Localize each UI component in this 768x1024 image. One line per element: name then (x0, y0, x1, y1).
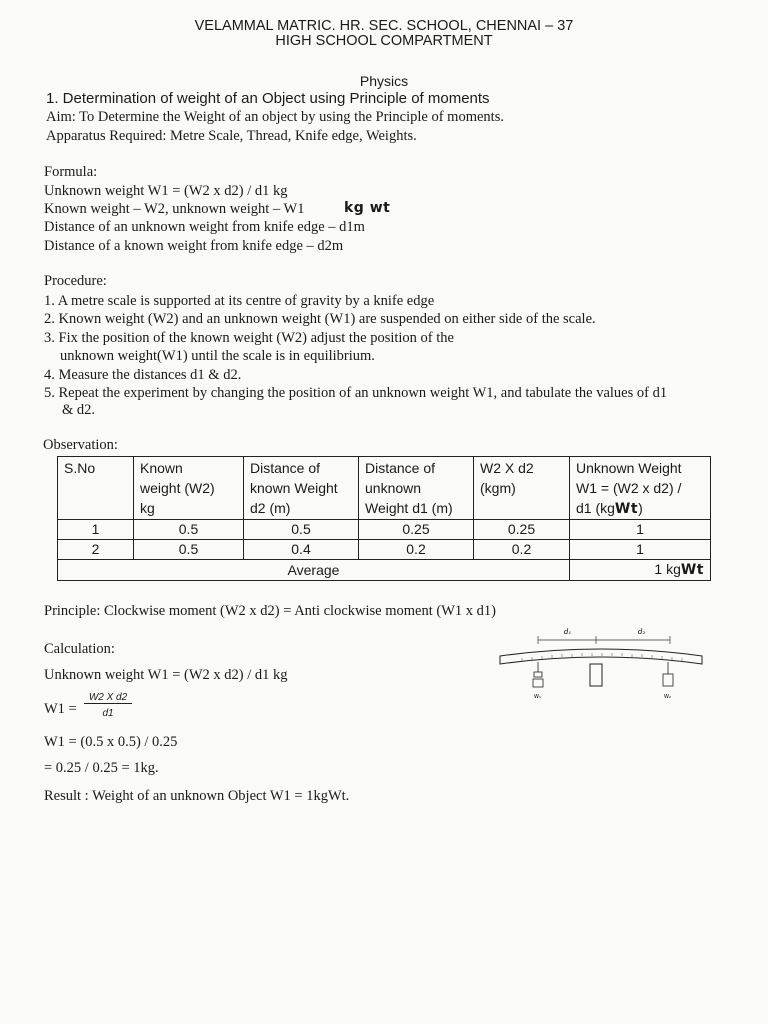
compartment-name: HIGH SCHOOL COMPARTMENT (275, 33, 493, 49)
principle-text: Principle: Clockwise moment (W2 x d2) = Anti clockwise moment (W1 x d1) (44, 603, 496, 619)
distance-arrows (538, 636, 670, 644)
calculation-line: W1 = (0.5 x 0.5) / 0.25 (44, 734, 178, 750)
fraction-numerator: W2 X d2 (84, 692, 132, 704)
table-cell: 0.25 (359, 520, 474, 540)
table-cell: 0.5 (244, 520, 359, 540)
table-row (58, 540, 711, 560)
moment-diagram (492, 620, 710, 710)
observation-table (57, 456, 711, 581)
observation-heading: Observation: (43, 437, 118, 453)
label-d2: d₂ (638, 628, 646, 636)
table-cell: 0.5 (134, 540, 244, 560)
table-cell: 2 (58, 540, 134, 560)
formula-line: Distance of a known weight from knife edge – d2m (44, 238, 344, 254)
handwritten-unit: kg wt (344, 200, 391, 216)
procedure-step: 1. A metre scale is supported at its centre of gravity by a knife edge (44, 293, 435, 309)
weight-w1 (533, 662, 543, 687)
subject-title: Physics (359, 73, 409, 89)
column-header: Unknown Weight W1 = (W2 x d2) / d1 (kgWt) (570, 457, 711, 520)
table-cell: 0.2 (474, 540, 570, 560)
column-header: Distance of unknown Weight d1 (m) (359, 457, 474, 520)
average-row (58, 560, 711, 581)
procedure-step: 4. Measure the distances d1 & d2. (44, 367, 242, 383)
table-header-row (58, 457, 711, 520)
calculation-w1-label: W1 = (44, 701, 77, 717)
label-d1: d₁ (564, 628, 572, 636)
formula-line: Unknown weight W1 = (W2 x d2) / d1 kg (44, 183, 288, 199)
table-cell: 0.4 (244, 540, 359, 560)
average-value: 1 kgWt (570, 560, 711, 581)
calculation-heading: Calculation: (44, 641, 115, 657)
procedure-step: unknown weight(W1) until the scale is in equilibrium. (60, 348, 375, 364)
average-label: Average (58, 560, 570, 581)
column-header: W2 X d2 (kgm) (474, 457, 570, 520)
procedure-step: 3. Fix the position of the known weight (W2) adjust the position of the (44, 330, 454, 346)
result-text: Result : Weight of an unknown Object W1 = 1kgWt. (44, 788, 350, 804)
procedure-heading: Procedure: (44, 273, 107, 289)
table-cell: 0.25 (474, 520, 570, 540)
column-header: S.No (58, 457, 134, 520)
procedure-step: 2. Known weight (W2) and an unknown weight (W1) are suspended on either side of the scale. (44, 311, 596, 327)
weight-w2 (663, 662, 673, 686)
procedure-step: 5. Repeat the experiment by changing the position of an unknown weight W1, and tabulate the values of d1 (44, 385, 668, 401)
aim-text: Aim: To Determine the Weight of an object by using the Principle of moments. (46, 109, 504, 125)
column-header: Distance of known Weight d2 (m) (244, 457, 359, 520)
table-row (58, 520, 711, 540)
experiment-title: 1. Determination of weight of an Object using Principle of moments (46, 90, 490, 107)
formula-line: Known weight – W2, unknown weight – W1 (44, 201, 305, 217)
table-cell: 1 (570, 520, 711, 540)
metre-scale (500, 649, 702, 664)
table-cell: 0.2 (359, 540, 474, 560)
column-header: Known weight (W2) kg (134, 457, 244, 520)
procedure-step: & d2. (62, 402, 96, 418)
calculation-line: = 0.25 / 0.25 = 1kg. (44, 760, 159, 776)
formula-line: Distance of an unknown weight from knife edge – d1m (44, 219, 365, 235)
label-w2: W₂ (664, 694, 671, 700)
formula-heading: Formula: (44, 164, 98, 180)
calculation-line: Unknown weight W1 = (W2 x d2) / d1 kg (44, 667, 288, 683)
table-cell: 1 (58, 520, 134, 540)
apparatus-text: Apparatus Required: Metre Scale, Thread, Knife edge, Weights. (46, 128, 417, 144)
label-w1: W₁ (534, 694, 541, 700)
knife-edge (590, 664, 602, 686)
table-cell: 1 (570, 540, 711, 560)
school-name: VELAMMAL MATRIC. HR. SEC. SCHOOL, CHENNAI – 37 (194, 18, 574, 34)
table-cell: 0.5 (134, 520, 244, 540)
fraction-denominator: d1 (102, 708, 114, 719)
